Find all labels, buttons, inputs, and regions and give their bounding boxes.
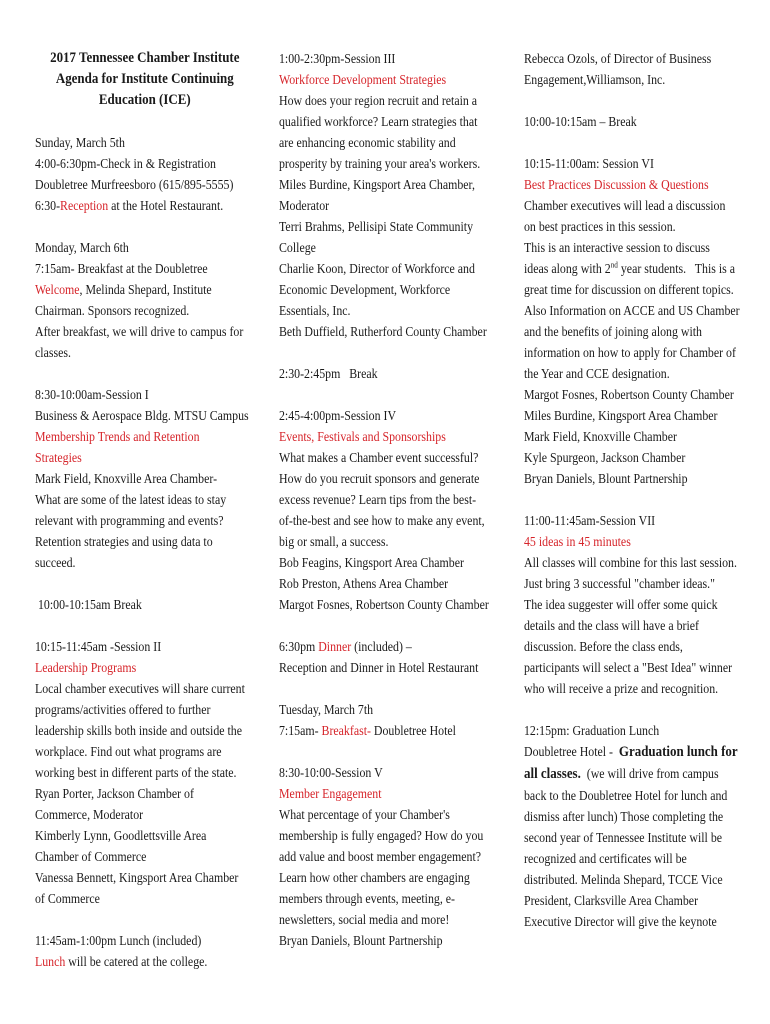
title-line: Education (ICE) [98,92,191,108]
session-text: Bryan Daniels, Blount Partnership [524,471,688,486]
session-text: participants will select a "Best Idea" winner [524,660,733,675]
agenda-line: 7:15am- Breakfast at the Doubletree [35,261,208,276]
lunch-highlight: Lunch [35,954,66,969]
session-text: Beth Duffield, Rutherford County Chamber [279,324,487,339]
session-time: 2:45-4:00pm-Session IV [279,408,397,423]
superscript: nd [610,260,618,270]
session-text: What makes a Chamber event successful? [279,450,479,465]
session-text: This is an interactive session to discuss [524,240,710,255]
graduation-line: all classes. (we will drive from campus [524,766,719,782]
session-text: ideas along with 2nd year students. This is a [524,260,736,276]
session-text: distributed. Melinda Shepard, TCCE Vice [524,872,723,887]
monday-block [35,237,255,363]
session-text: great time for discussion on different topics. [524,282,734,297]
session-text: Miles Burdine, Kingsport Area Chamber, [279,177,475,192]
session-text: College [279,240,316,255]
agenda-line: After breakfast, we will drive to campus for [35,324,244,339]
session-title: Best Practices Discussion & Questions [524,177,709,192]
session-title: Member Engagement [279,786,382,801]
session-text: Rebecca Ozols, of Director of Business [524,51,712,66]
session-text: succeed. [35,555,76,570]
session-text: dismiss after lunch) Those completing the [524,809,724,824]
welcome-line: Welcome, Melinda Shepard, Institute [35,282,212,297]
session-text: prosperity by training your area's workers. [279,156,481,171]
breakfast-line: 7:15am- Breakfast- Doubletree Hotel [279,723,456,738]
day-heading: Tuesday, March 7th [279,702,374,717]
session-text: Rob Preston, Athens Area Chamber [279,576,449,591]
session-text: Executive Director will give the keynote [524,914,717,929]
session-text: The idea suggester will offer some quick [524,597,718,612]
agenda-column-1 [35,48,255,972]
welcome-highlight: Welcome [35,282,80,297]
title-line: 2017 Tennessee Chamber Institute [50,50,240,66]
session-location: Business & Aerospace Bldg. MTSU Campus [35,408,249,423]
session-4 [279,405,492,615]
session-text: programs/activities offered to further [35,702,211,717]
session-text: newsletters, social media and more! [279,912,450,927]
tuesday-block [279,699,492,741]
sunday-block [35,132,255,216]
session-2 [35,636,255,909]
session-text: Chamber of Commerce [35,849,147,864]
session-text: President, Clarksville Area Chamber [524,893,699,908]
session-text: second year of Tennessee Institute will be [524,830,723,845]
session-text: information on how to apply for Chamber of [524,345,736,360]
dinner-line: 6:30pm Dinner (included) – [279,639,412,654]
session-text: excess revenue? Learn tips from the best- [279,492,477,507]
lunch-block [35,930,255,972]
session-text: How does your region recruit and retain a [279,93,478,108]
break-line: 10:00-10:15am – Break [524,114,637,129]
graduation-line: Doubletree Hotel - Graduation lunch for [524,744,738,760]
session-text: workplace. Find out what programs are [35,744,222,759]
session-text: members through events, meeting, e- [279,891,456,906]
session-text: Chamber executives will lead a discussion [524,198,726,213]
agenda-column-2 [279,48,492,951]
session-text: Engagement,Williamson, Inc. [524,72,666,87]
graduation-bold: Graduation lunch for [618,744,738,760]
session-text: Bryan Daniels, Blount Partnership [279,933,443,948]
agenda-title [35,48,255,111]
session-text: Learn how other chambers are engaging [279,870,470,885]
graduation-block [524,720,741,932]
session-title: Leadership Programs [35,660,137,675]
session-text: What percentage of your Chamber's [279,807,450,822]
session-text: recognized and certificates will be [524,851,687,866]
lunch-line: Lunch will be catered at the college. [35,954,208,969]
session-time: 8:30-10:00-Session V [279,765,383,780]
session-text: leadership skills both inside and outside the [35,723,243,738]
agenda-line: Chairman. Sponsors recognized. [35,303,190,318]
title-line: Agenda for Institute Continuing [55,71,234,87]
session-text: who will receive a prize and recognition. [524,681,719,696]
break-line: 10:00-10:15am Break [35,597,142,612]
break-line: 2:30-2:45pm Break [279,366,378,381]
agenda-line: Reception and Dinner in Hotel Restaurant [279,660,479,675]
session-text: Moderator [279,198,330,213]
session-7 [524,510,741,699]
reception-highlight: Reception [60,198,109,213]
session-text: Mark Field, Knoxville Area Chamber- [35,471,218,486]
session-text: of-the-best and see how to make any event, [279,513,485,528]
session-text: Mark Field, Knoxville Chamber [524,429,677,444]
agenda-line: 4:00-6:30pm-Check in & Registration [35,156,216,171]
session-title: Workforce Development Strategies [279,72,447,87]
session-text: Kimberly Lynn, Goodlettsville Area [35,828,207,843]
session-text: Margot Fosnes, Robertson County Chamber [279,597,489,612]
session-text: Economic Development, Workforce [279,282,451,297]
session-text: big or small, a success. [279,534,389,549]
session-text: Miles Burdine, Kingsport Area Chamber [524,408,718,423]
session-text: qualified workforce? Learn strategies that [279,114,478,129]
session-text: Vanessa Bennett, Kingsport Area Chamber [35,870,239,885]
session-text: and the benefits of joining along with [524,324,703,339]
session-text: add value and boost member engagement? [279,849,482,864]
session-text: Also Information on ACCE and US Chamber [524,303,740,318]
graduation-bold: all classes. [524,766,581,782]
session-text: on best practices in this session. [524,219,676,234]
session-title: 45 ideas in 45 minutes [524,534,631,549]
session-text: Bob Feagins, Kingsport Area Chamber [279,555,464,570]
session-text: Kyle Spurgeon, Jackson Chamber [524,450,686,465]
session-text: details and the class will have a brief [524,618,700,633]
day-heading: Monday, March 6th [35,240,129,255]
session-text: Charlie Koon, Director of Workforce and [279,261,475,276]
session-1 [35,384,255,573]
session-text: are enhancing economic stability and [279,135,456,150]
session-time: 11:00-11:45am-Session VII [524,513,656,528]
session-time: 1:00-2:30pm-Session III [279,51,396,66]
session-text: relevant with programming and events? [35,513,224,528]
session-6 [524,153,741,489]
session-text: discussion. Before the class ends, [524,639,683,654]
session-text: Essentials, Inc. [279,303,351,318]
session-text: membership is fully engaged? How do you [279,828,484,843]
agenda-line: classes. [35,345,71,360]
session-title: Events, Festivals and Sponsorships [279,429,446,444]
session-text: Retention strategies and using data to [35,534,213,549]
session-5-continued [524,48,741,90]
agenda-column-3 [524,48,741,932]
day-heading: Sunday, March 5th [35,135,125,150]
session-text: Just bring 3 successful "chamber ideas." [524,576,715,591]
session-text: the Year and CCE designation. [524,366,670,381]
breakfast-highlight: Breakfast- [321,723,371,738]
session-text: All classes will combine for this last session. [524,555,737,570]
session-text: Ryan Porter, Jackson Chamber of [35,786,194,801]
agenda-line: Doubletree Murfreesboro (615/895-5555) [35,177,234,192]
session-3 [279,48,492,342]
session-text: What are some of the latest ideas to stay [35,492,227,507]
session-time: 8:30-10:00am-Session I [35,387,149,402]
session-text: working best in different parts of the state. [35,765,237,780]
dinner-highlight: Dinner [318,639,352,654]
session-5 [279,762,492,951]
session-text: Local chamber executives will share current [35,681,245,696]
session-title: Strategies [35,450,82,465]
session-text: Terri Brahms, Pellisipi State Community [279,219,474,234]
session-time: 12:15pm: Graduation Lunch [524,723,660,738]
session-text: of Commerce [35,891,100,906]
session-time: 10:15-11:45am -Session II [35,639,162,654]
session-text: How do you recruit sponsors and generate [279,471,480,486]
session-text: back to the Doubletree Hotel for lunch and [524,788,728,803]
session-text: Margot Fosnes, Robertson County Chamber [524,387,734,402]
dinner-block [279,636,492,678]
reception-line: 6:30-Reception at the Hotel Restaurant. [35,198,224,213]
session-title: Membership Trends and Retention [35,429,200,444]
lunch-time: 11:45am-1:00pm Lunch (included) [35,933,202,948]
session-text: Commerce, Moderator [35,807,144,822]
session-time: 10:15-11:00am: Session VI [524,156,654,171]
